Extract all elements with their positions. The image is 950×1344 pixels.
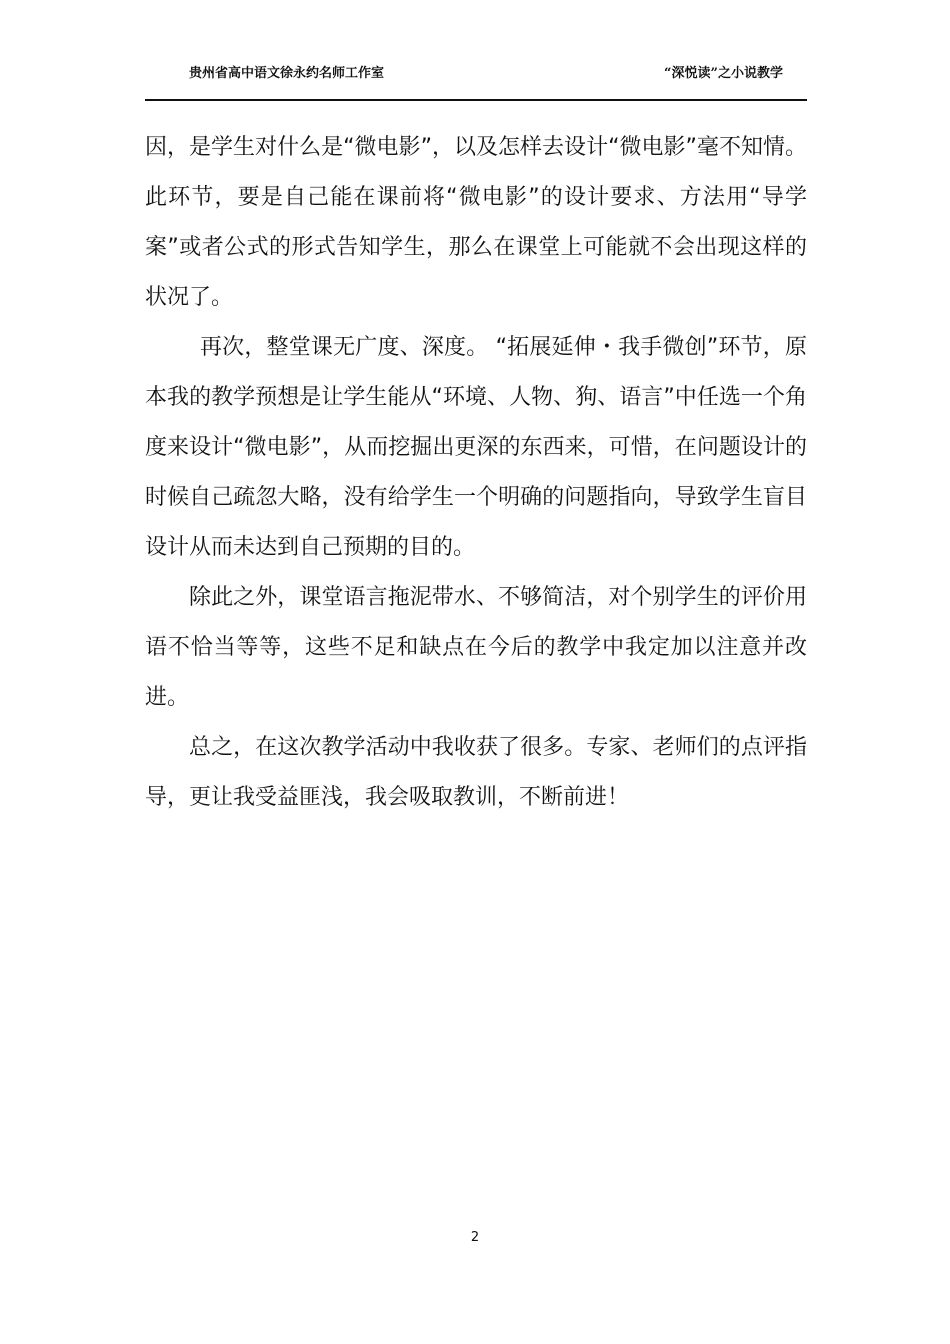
page-header (145, 62, 807, 92)
header-studio-name: 贵州省高中语文徐永约名师工作室 (189, 66, 385, 81)
document-body (145, 123, 807, 823)
paragraph-again: 再次，整堂课无广度、深度。 “拓展延伸・我手微创”环节，原本我的教学预想是让学生能从“环境、人物、狗、语言”中任选一个角度来设计“微电影”，从而挖掘出更深的东西来，可惜，在问题设计的时候自己疏忽大略，没有给学生一个明确的问题指向，导致学生盲目设计从而未达到自己预期的目的。 (145, 335, 807, 560)
paragraph-conclusion: 总之，在这次教学活动中我收获了很多。专家、老师们的点评指导，更让我受益匪浅，我会吸取教训，不断前进！ (145, 735, 807, 810)
paragraph-besides: 除此之外，课堂语言拖泥带水、不够简洁，对个别学生的评价用语不恰当等等，这些不足和缺点在今后的教学中我定加以注意并改进。 (145, 585, 807, 710)
header-divider (145, 99, 807, 101)
header-series-title: “深悦读”之小说教学 (664, 66, 783, 81)
paragraph-continued: 因，是学生对什么是“微电影”，以及怎样去设计“微电影”毫不知情。此环节，要是自己能在课前将“微电影”的设计要求、方法用“导学案”或者公式的形式告知学生，那么在课堂上可能就不会出现这样的状况了。 (145, 135, 807, 310)
page-number: 2 (470, 1230, 480, 1245)
